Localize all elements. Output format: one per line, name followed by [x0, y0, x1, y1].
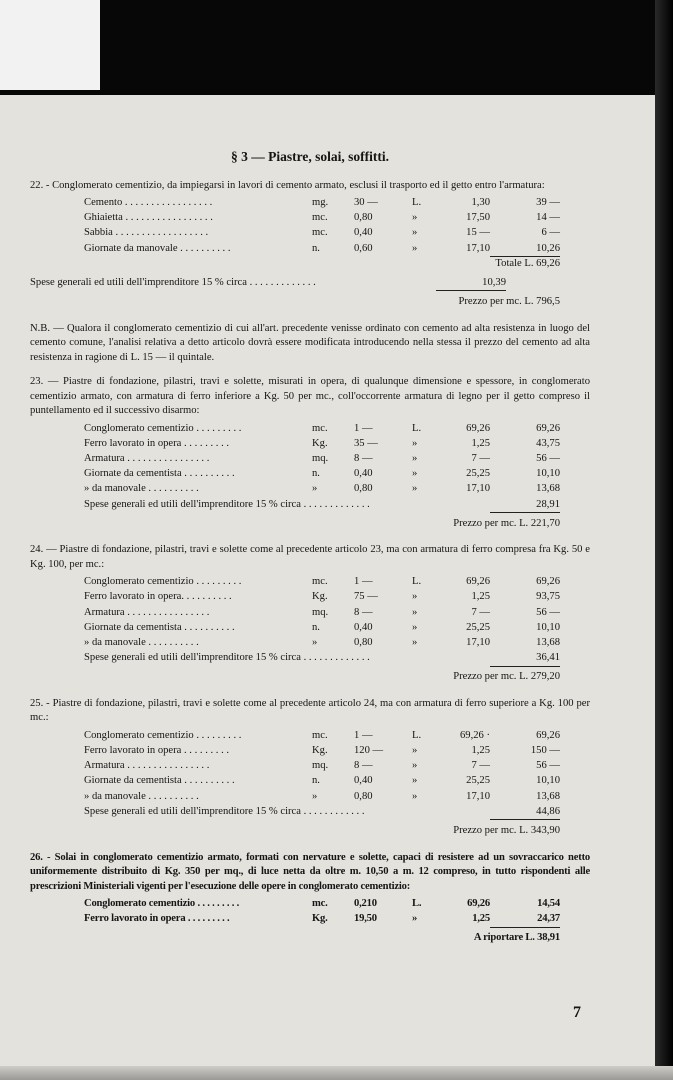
item-currency: » — [412, 790, 418, 802]
cost-table — [84, 575, 560, 651]
item-name: Giornate da cementista . . . . . . . . . . — [84, 775, 235, 787]
item-price: 17,10 — [466, 637, 490, 648]
item-amount: 13,68 — [536, 483, 560, 495]
article-26 — [30, 851, 590, 946]
item-unit: mq. — [312, 760, 329, 772]
scan-margin-left — [0, 0, 100, 90]
item-name: Giornate da cementista . . . . . . . . . . — [84, 468, 235, 480]
item-name: Conglomerato cementizio . . . . . . . . . — [84, 422, 242, 434]
table-row — [84, 437, 560, 452]
item-price: 7 — — [471, 606, 490, 618]
overhead-row — [84, 498, 560, 513]
item-qty: 120 — — [354, 745, 384, 757]
item-unit: mg. — [312, 197, 329, 208]
item-price: 7 — — [471, 760, 490, 772]
item-name: Ferro lavorato in opera . . . . . . . . . — [84, 913, 230, 925]
table-row — [84, 744, 560, 759]
item-price: 1,25 — [472, 913, 490, 925]
overhead-label: Spese generali ed utili dell'imprenditore 15 % circa . . . . . . . . . . . . . — [30, 276, 316, 288]
item-qty: 0,40 — [354, 775, 373, 787]
article-intro: 22. - Conglomerato cementizio, da impiegarsi in lavori di cemento armato, esclusi il trasporto ed il getto entro l'armatura: — [30, 179, 545, 191]
item-amount: 13,68 — [536, 790, 560, 802]
total-value: Totale L. 69,26 — [495, 257, 560, 269]
item-price: 1,30 — [471, 197, 490, 208]
item-unit: Kg. — [312, 591, 328, 603]
item-qty: 0,40 — [354, 468, 373, 480]
unit-price: Prezzo per mc. L. 343,90 — [453, 825, 560, 836]
table-row — [84, 242, 560, 257]
unit-price: Prezzo per mc. L. 796,5 — [458, 296, 560, 308]
table-row — [84, 482, 560, 497]
item-unit: n. — [312, 468, 320, 480]
item-currency: » — [412, 453, 418, 464]
item-unit: mq. — [312, 453, 329, 464]
item-price: 1,25 — [471, 437, 490, 449]
item-name: Sabbia . . . . . . . . . . . . . . . . . . — [84, 227, 209, 239]
item-currency: » — [412, 483, 418, 495]
item-qty: 0,80 — [354, 637, 373, 648]
section-heading: § 3 — Piastre, solai, soffitti. — [231, 149, 389, 164]
item-amount: 6 — — [541, 227, 560, 239]
item-currency: » — [412, 227, 418, 239]
item-qty: 8 — — [354, 453, 373, 464]
table-row — [84, 636, 560, 651]
overhead-row — [84, 651, 560, 666]
item-unit: n. — [312, 775, 320, 787]
item-unit: mq. — [312, 606, 329, 618]
table-row — [84, 196, 560, 211]
item-name: Ghiaietta . . . . . . . . . . . . . . . . . — [84, 212, 213, 224]
table-row — [84, 452, 560, 467]
note-nb: N.B. — Qualora il conglomerato cementizio di cui all'art. precedente venisse ordinato con cemento ad alta resistenza in luogo del cemento comune, l'analisi relativa a detto articolo dovrà essere modificata introducendo nella stessa il prezzo del cemento ad alta resistenza in ragione di L. 15 — il quintale. — [30, 322, 590, 363]
document-page — [30, 150, 590, 958]
item-qty: 1 — — [354, 422, 373, 434]
item-price: 15 — — [466, 227, 490, 239]
page-number: 7 — [573, 1004, 581, 1021]
item-unit: Kg. — [312, 745, 328, 757]
item-amount: 69,26 — [536, 729, 560, 741]
overhead-value: 28,91 — [490, 498, 560, 514]
item-unit: Kg. — [312, 437, 328, 449]
item-amount: 150 — — [530, 745, 560, 757]
item-price: 7 — — [471, 453, 490, 464]
item-name: Conglomerato cementizio . . . . . . . . . — [84, 729, 242, 741]
item-currency: » — [412, 606, 418, 618]
item-qty: 0,40 — [354, 621, 373, 633]
item-price: 17,10 — [466, 790, 490, 802]
table-row — [84, 575, 560, 590]
item-currency: L. — [412, 576, 422, 588]
item-currency: L. — [412, 898, 422, 909]
item-currency: » — [412, 775, 418, 787]
item-currency: » — [412, 637, 418, 648]
item-name: » da manovale . . . . . . . . . . — [84, 483, 199, 495]
table-row — [84, 774, 560, 789]
item-currency: » — [412, 913, 418, 925]
item-currency: » — [412, 760, 418, 772]
overhead-value: 36,41 — [490, 651, 560, 667]
item-name: Ferro lavorato in opera . . . . . . . . . — [84, 437, 230, 449]
item-unit: » — [312, 483, 318, 495]
item-unit: » — [312, 790, 318, 802]
item-unit: mc. — [312, 898, 328, 909]
item-unit: mc. — [312, 227, 328, 239]
cost-table — [84, 897, 560, 927]
table-row — [84, 226, 560, 241]
item-amount: 93,75 — [536, 591, 560, 603]
item-unit: mc. — [312, 422, 328, 434]
table-row — [84, 467, 560, 482]
item-amount: 10,10 — [536, 621, 560, 633]
item-name: Conglomerato cementizio . . . . . . . . . — [84, 576, 242, 588]
overhead-label: Spese generali ed utili dell'imprenditore 15 % circa . . . . . . . . . . . . . — [84, 498, 370, 510]
item-qty: 0,60 — [354, 242, 373, 254]
item-unit: mc. — [312, 729, 328, 741]
item-currency: L. — [412, 422, 422, 434]
item-unit: mc. — [312, 576, 328, 588]
item-qty: 0,80 — [354, 212, 373, 224]
overhead-value: 10,39 — [436, 276, 506, 292]
item-name: Conglomerato cementizio . . . . . . . . . — [84, 898, 240, 909]
item-qty: 8 — — [354, 760, 373, 772]
overhead-row — [30, 276, 590, 291]
article-24 — [30, 543, 590, 685]
unit-price: Prezzo per mc. L. 221,70 — [453, 517, 560, 529]
item-amount: 14,54 — [537, 898, 560, 909]
item-qty: 75 — — [354, 591, 378, 603]
item-unit: mc. — [312, 212, 328, 224]
item-price: 17,10 — [466, 483, 490, 495]
item-name: Giornate da cementista . . . . . . . . . . — [84, 621, 235, 633]
item-currency: » — [412, 468, 418, 480]
article-intro: 26. - Solai in conglomerato cementizio armato, formati con nervature e solette, capaci di resistere ad un sovraccarico netto uniformemente distribuito di Kg. 350 per mq., di luce netta da oltre m. 10,50 a m. 12 compreso, in tutto rispondenti alle prescrizioni Ministeriali vigenti per l'esecuzione delle opere in conglomerato cementizio: — [30, 851, 590, 892]
table-row — [84, 897, 560, 912]
item-amount: 56 — — [536, 453, 560, 464]
item-amount: 10,26 — [490, 242, 560, 258]
item-qty: 35 — — [354, 437, 378, 449]
cost-table — [84, 729, 560, 805]
item-currency: L. — [412, 197, 422, 208]
item-currency: » — [412, 212, 418, 224]
item-qty: 1 — — [354, 729, 373, 741]
item-name: » da manovale . . . . . . . . . . — [84, 637, 199, 648]
item-price: 69,26 — [466, 422, 490, 434]
item-amount: 39 — — [536, 197, 560, 208]
item-qty: 30 — — [354, 197, 378, 208]
carry-forward: A riportare L. 38,91 — [473, 932, 560, 944]
article-intro: 23. — Piastre di fondazione, pilastri, travi e solette, misurati in opera, di qualunque dimensione e spessore, in conglomerato cementizio armato, con armatura di ferro inferiore a Kg. 50 per mc., coll'occorrente armatura di legno per il getto compreso il puntellamento ed il successivo disarmo: — [30, 376, 590, 417]
item-price: 17,10 — [466, 242, 490, 254]
item-price: 25,25 — [466, 468, 490, 480]
item-qty: 0,80 — [354, 790, 373, 802]
article-22 — [30, 179, 590, 310]
item-currency: » — [412, 745, 418, 757]
item-name: Armatura . . . . . . . . . . . . . . . . — [84, 606, 210, 618]
item-amount: 69,26 — [536, 576, 560, 588]
table-row — [84, 759, 560, 774]
item-price: 25,25 — [466, 621, 490, 633]
cost-table — [84, 422, 560, 498]
item-unit: n. — [312, 242, 320, 254]
table-row — [84, 211, 560, 226]
table-row — [84, 590, 560, 605]
item-qty: 0,40 — [354, 227, 373, 239]
overhead-label: Spese generali ed utili dell'imprenditore 15 % circa . . . . . . . . . . . . — [84, 805, 365, 817]
article-23 — [30, 375, 590, 531]
item-currency: » — [412, 621, 418, 633]
scan-border-top — [0, 0, 673, 95]
overhead-row — [84, 805, 560, 820]
item-name: Giornate da manovale . . . . . . . . . . — [84, 242, 231, 254]
cost-table — [84, 196, 560, 272]
scan-border-right — [655, 0, 673, 1080]
article-25 — [30, 697, 590, 839]
item-price: 69,26 — [466, 576, 490, 588]
item-amount: 10,10 — [536, 775, 560, 787]
item-name: » da manovale . . . . . . . . . . — [84, 790, 199, 802]
item-currency: L. — [412, 729, 422, 741]
item-amount: 69,26 — [536, 422, 560, 434]
table-row — [84, 606, 560, 621]
item-qty: 8 — — [354, 606, 373, 618]
unit-price: Prezzo per mc. L. 279,20 — [453, 671, 560, 683]
overhead-label: Spese generali ed utili dell'imprenditore 15 % circa . . . . . . . . . . . . . — [84, 652, 370, 664]
item-name: Armatura . . . . . . . . . . . . . . . . — [84, 760, 210, 772]
item-name: Armatura . . . . . . . . . . . . . . . . — [84, 453, 210, 464]
scan-border-bottom — [0, 1066, 673, 1080]
table-row — [84, 729, 560, 744]
item-price: 1,25 — [471, 745, 490, 757]
item-amount: 13,68 — [536, 637, 560, 648]
item-qty: 1 — — [354, 576, 373, 588]
table-row — [84, 912, 560, 927]
item-price: 25,25 — [466, 775, 490, 787]
article-intro: 25. - Piastre di fondazione, pilastri, travi e solette come al precedente articolo 24, ma con armatura di ferro superiore a Kg. 100 per mc.: — [30, 697, 590, 724]
article-intro: 24. — Piastre di fondazione, pilastri, travi e solette come al precedente articolo 23, ma con armatura di ferro compresa fra Kg. 50 e Kg. 100, per mc.: — [30, 544, 590, 570]
item-currency: » — [412, 242, 418, 254]
item-price: 69,26 · — [459, 729, 490, 741]
item-currency: » — [412, 437, 418, 449]
item-price: 1,25 — [471, 591, 490, 603]
table-row — [84, 621, 560, 636]
table-row — [84, 790, 560, 805]
item-amount: 56 — — [536, 606, 560, 618]
item-unit: » — [312, 637, 318, 648]
overhead-value: 44,86 — [490, 805, 560, 821]
item-price: 69,26 — [467, 898, 490, 909]
item-amount: 10,10 — [536, 468, 560, 480]
item-amount: 24,37 — [490, 912, 560, 928]
item-name: Cemento . . . . . . . . . . . . . . . . . — [84, 197, 213, 208]
item-unit: n. — [312, 621, 320, 633]
item-price: 17,50 — [466, 212, 490, 224]
item-name: Ferro lavorato in opera. . . . . . . . . . — [84, 591, 232, 603]
item-amount: 43,75 — [536, 437, 560, 449]
item-amount: 56 — — [536, 760, 560, 772]
table-row — [84, 422, 560, 437]
item-amount: 14 — — [536, 212, 560, 224]
item-currency: » — [412, 591, 418, 603]
item-qty: 0,210 — [354, 898, 377, 909]
total-row — [84, 257, 560, 272]
item-qty: 19,50 — [354, 913, 377, 925]
item-qty: 0,80 — [354, 483, 373, 495]
item-name: Ferro lavorato in opera . . . . . . . . . — [84, 745, 230, 757]
item-unit: Kg. — [312, 913, 328, 925]
